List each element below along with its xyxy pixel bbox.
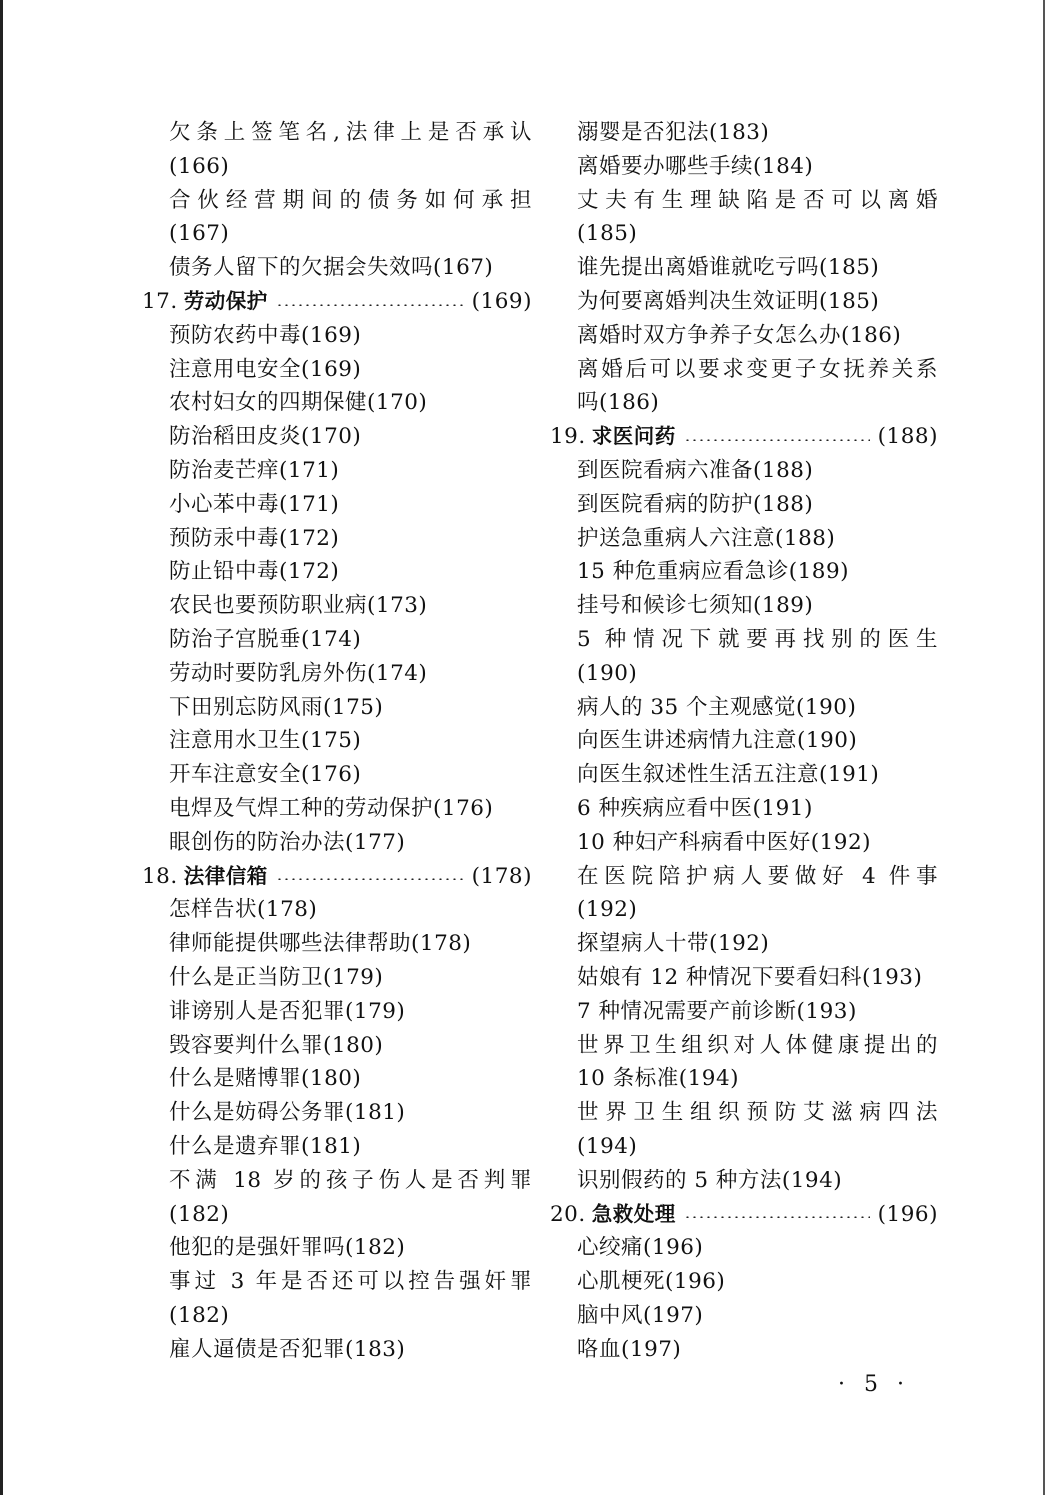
toc-entry: 到医院看病六准备(188) — [577, 457, 814, 483]
toc-entry: 怎样告状(178) — [169, 897, 318, 923]
section-page: (178) — [471, 863, 532, 889]
toc-entry: 雇人逼债是否犯罪(183) — [169, 1336, 406, 1362]
dot-leader — [684, 439, 870, 441]
toc-entry: 心绞痛(196) — [577, 1235, 704, 1261]
toc-entry: 预防汞中毒(172) — [169, 525, 340, 551]
toc-entry: 向医生叙述性生活五注意(191) — [577, 762, 880, 788]
section-title: 急救处理 — [591, 1201, 676, 1226]
toc-entry: 律师能提供哪些法律帮助(178) — [169, 931, 472, 957]
toc-entry: 诽谤别人是否犯罪(179) — [169, 998, 406, 1024]
toc-entry: 不满 18 岁的孩子伤人是否判罪 — [169, 1167, 532, 1193]
toc-entry: 农村妇女的四期保健(170) — [169, 390, 428, 416]
toc-entry: 注意用水卫生(175) — [169, 728, 362, 754]
dot-leader — [276, 304, 464, 306]
toc-entry: 溺婴是否犯法(183) — [577, 120, 770, 145]
dot-leader — [684, 1216, 870, 1218]
toc-section-heading — [548, 1198, 938, 1232]
toc-entry: 挂号和候诊七须知(189) — [577, 593, 814, 619]
toc-entry: 谁先提出离婚谁就吃亏吗(185) — [577, 255, 880, 281]
toc-entry: 欠条上签笔名,法律上是否承认 — [169, 120, 532, 145]
section-number: 19. — [550, 424, 586, 450]
page-number: · 5 · — [838, 1372, 910, 1397]
section-title: 求医问药 — [591, 424, 676, 449]
toc-entry: 在医院陪护病人要做好 4 件事 — [577, 863, 938, 889]
toc-entry: 债务人留下的欠据会失效吗(167) — [169, 255, 494, 281]
toc-entry: (166) — [169, 153, 230, 179]
toc-entry: 识别假药的 5 种方法(194) — [577, 1167, 843, 1193]
toc-entry: 心肌梗死(196) — [577, 1269, 726, 1295]
toc-entry: 姑娘有 12 种情况下要看妇科(193) — [577, 964, 923, 990]
toc-entry: 预防农药中毒(169) — [169, 322, 362, 348]
toc-entry: 脑中风(197) — [577, 1302, 704, 1328]
toc-entry: 吗(186) — [577, 390, 660, 416]
toc-entry: 下田别忘防风雨(175) — [169, 694, 384, 720]
toc-entry: 离婚要办哪些手续(184) — [577, 153, 814, 179]
section-page: (196) — [877, 1201, 938, 1227]
toc-entry: 到医院看病的防护(188) — [577, 491, 814, 517]
toc-entry: (190) — [577, 660, 638, 686]
toc-left-column — [140, 116, 532, 1366]
page-edge-left — [0, 0, 3, 1495]
section-page: (188) — [877, 424, 938, 450]
toc-entry: 为何要离婚判决生效证明(185) — [577, 288, 880, 314]
toc-section-heading — [548, 420, 938, 454]
toc-entry: 病人的 35 个主观感觉(190) — [577, 694, 857, 720]
toc-entry: 离婚时双方争养子女怎么办(186) — [577, 322, 902, 348]
section-number: 18. — [142, 863, 178, 889]
toc-entry: (167) — [169, 221, 230, 247]
toc-entry: 咯血(197) — [577, 1336, 682, 1362]
dot-leader — [276, 878, 464, 880]
toc-entry: 探望病人十带(192) — [577, 931, 770, 957]
section-title: 法律信箱 — [183, 863, 268, 888]
toc-entry: 眼创伤的防治办法(177) — [169, 829, 406, 855]
toc-entry: 他犯的是强奸罪吗(182) — [169, 1235, 406, 1261]
section-title: 劳动保护 — [183, 288, 268, 313]
toc-entry: 注意用电安全(169) — [169, 356, 362, 382]
toc-entry: 7 种情况需要产前诊断(193) — [577, 998, 857, 1024]
toc-entry: 劳动时要防乳房外伤(174) — [169, 660, 428, 686]
toc-entry: 离婚后可以要求变更子女抚养关系 — [577, 356, 938, 382]
toc-entry: 毁容要判什么罪(180) — [169, 1032, 384, 1058]
toc-entry: 世界卫生组织对人体健康提出的 — [577, 1032, 938, 1058]
toc-entry: 向医生讲述病情九注意(190) — [577, 728, 858, 754]
toc-entry: (192) — [577, 897, 638, 923]
toc-entry: (182) — [169, 1302, 230, 1328]
toc-entry: 电焊及气焊工种的劳动保护(176) — [169, 795, 494, 821]
toc-entry: (182) — [169, 1201, 230, 1227]
toc-section-heading — [140, 285, 532, 319]
toc-entry: 护送急重病人六注意(188) — [577, 525, 836, 551]
toc-entry: 合伙经营期间的债务如何承担 — [169, 187, 532, 213]
toc-entry: 农民也要预防职业病(173) — [169, 593, 428, 619]
toc-entry: 15 种危重病应看急诊(189) — [577, 559, 850, 585]
toc-entry: 防治麦芒痒(171) — [169, 457, 340, 483]
toc-entry: 10 条标准(194) — [577, 1066, 740, 1092]
section-page: (169) — [471, 288, 532, 314]
toc-entry: 防治子宫脱垂(174) — [169, 626, 362, 652]
toc-entry: 防止铅中毒(172) — [169, 559, 340, 585]
section-number: 17. — [142, 288, 178, 314]
toc-entry: 什么是妨碍公务罪(181) — [169, 1100, 406, 1126]
toc-entry: 事过 3 年是否还可以控告强奸罪 — [169, 1269, 532, 1295]
toc-entry: 10 种妇产科病看中医好(192) — [577, 829, 872, 855]
toc-section-heading — [140, 860, 532, 894]
section-number: 20. — [550, 1201, 586, 1227]
toc-entry: 5 种情况下就要再找别的医生 — [577, 626, 938, 652]
toc-entry: 防治稻田皮炎(170) — [169, 424, 362, 450]
toc-entry: (185) — [577, 221, 638, 247]
toc-entry: 世界卫生组织预防艾滋病四法 — [577, 1100, 938, 1126]
toc-entry: 什么是正当防卫(179) — [169, 964, 384, 990]
toc-entry: 开车注意安全(176) — [169, 762, 362, 788]
toc-entry: 什么是遗弃罪(181) — [169, 1133, 362, 1159]
toc-entry: 6 种疾病应看中医(191) — [577, 795, 813, 821]
toc-right-column — [548, 116, 938, 1366]
toc-entry: 小心苯中毒(171) — [169, 491, 340, 517]
toc-entry: 什么是赌博罪(180) — [169, 1066, 362, 1092]
toc-entry: 丈夫有生理缺陷是否可以离婚 — [577, 187, 938, 213]
toc-entry: (194) — [577, 1133, 638, 1159]
